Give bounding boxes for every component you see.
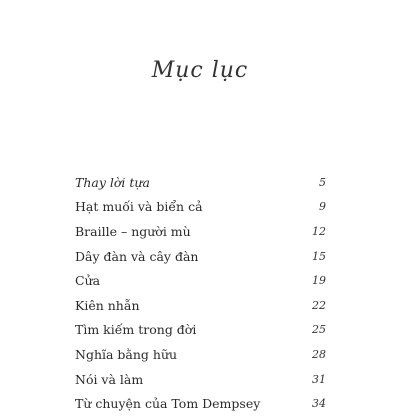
toc-entry [75, 170, 326, 195]
toc-entry-page: 5 [319, 175, 326, 189]
toc-entry [75, 244, 326, 269]
toc-entry-title: Kiên nhẫn [75, 297, 140, 313]
toc-entry-title: Braille – người mù [75, 223, 191, 239]
toc-entry [75, 293, 326, 318]
page-title: Mục lục [151, 58, 249, 83]
toc-entry [75, 391, 326, 416]
toc-entry [75, 268, 326, 293]
toc-entry-title: Tìm kiếm trong đời [75, 322, 197, 338]
toc-entry [75, 219, 326, 244]
toc-entry-title: Thay lời tựa [75, 174, 150, 190]
toc-entry-page: 22 [312, 298, 326, 312]
toc-entry [75, 342, 326, 367]
toc-entry-title: Từ chuyện của Tom Dempsey [75, 396, 261, 412]
toc-entry-page: 12 [312, 224, 326, 238]
toc-entry-title: Hạt muối và biển cả [75, 199, 203, 215]
table-of-contents [75, 170, 326, 416]
toc-entry [75, 195, 326, 220]
toc-entry-page: 19 [312, 274, 326, 288]
toc-entry [75, 318, 326, 343]
toc-entry-title: Nói và làm [75, 371, 144, 387]
toc-entry-title: Dây đàn và cây đàn [75, 248, 199, 264]
toc-entry-title: Nghĩa bằng hữu [75, 346, 178, 362]
toc-entry-title: Cửa [75, 273, 101, 289]
toc-entry-page: 31 [312, 372, 326, 386]
toc-entry-page: 34 [312, 397, 326, 411]
toc-entry-page: 9 [319, 200, 326, 214]
toc-entry [75, 367, 326, 392]
toc-entry-page: 15 [312, 249, 326, 263]
toc-entry-page: 25 [312, 323, 326, 337]
toc-entry-page: 28 [312, 347, 326, 361]
